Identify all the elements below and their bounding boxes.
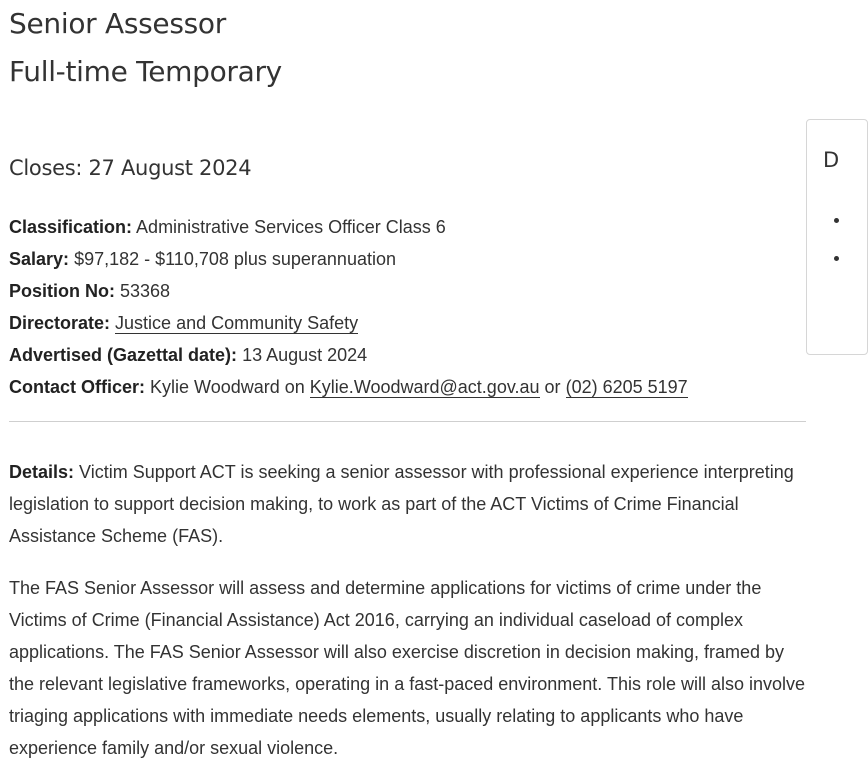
directorate-label: Directorate: [9, 313, 111, 333]
directorate-link[interactable]: Justice and Community Safety [115, 313, 359, 333]
closing-date: Closes: 27 August 2024 [9, 156, 252, 180]
classification-value: Administrative Services Officer Class 6 [136, 217, 446, 237]
bullet-icon [834, 256, 839, 261]
position-no-row [9, 275, 806, 307]
advertised-value: 13 August 2024 [242, 345, 368, 365]
details-label: Details: [9, 462, 75, 482]
bullet-icon [834, 218, 839, 223]
role-paragraph: The FAS Senior Assessor will assess and determine applications for victims of crime under the Victims of Crime (Financial Assistance) Act 2016, carrying an individual caseload of complex applications. The FAS Senior Assessor will also exercise discretion in decision making, framed by the relevant legislative frameworks, operating in a fast-paced environment. This role will also involve triaging applications with immediate needs elements, usually relating to applicants who have experience family and/or sexual violence. [9, 578, 806, 758]
side-card-heading: D [823, 148, 840, 172]
side-card [806, 119, 868, 355]
directorate-row [9, 307, 806, 339]
salary-value: $97,182 - $110,708 plus superannuation [74, 249, 396, 269]
section-divider [9, 421, 806, 422]
salary-row [9, 243, 806, 275]
job-listing [9, 0, 806, 784]
position-no-value: 53368 [120, 281, 171, 301]
advertised-label: Advertised (Gazettal date): [9, 345, 238, 365]
classification-row [9, 211, 806, 243]
classification-label: Classification: [9, 217, 133, 237]
job-title: Senior Assessor [9, 7, 226, 40]
job-description [9, 456, 806, 764]
contact-email-link[interactable]: Kylie.Woodward@act.gov.au [309, 377, 540, 397]
job-type: Full-time Temporary [9, 55, 282, 88]
contact-phone-link[interactable]: (02) 6205 5197 [565, 377, 688, 397]
salary-label: Salary: [9, 249, 70, 269]
contact-name: Kylie Woodward on [150, 377, 305, 397]
position-no-label: Position No: [9, 281, 115, 301]
contact-row [9, 371, 806, 403]
contact-label: Contact Officer: [9, 377, 146, 397]
details-text: Victim Support ACT is seeking a senior assessor with professional experience interpreting legislation to support decision making, to work as part of the ACT Victims of Crime Financial Assistance Scheme (FAS). [9, 462, 794, 546]
job-details-list [9, 211, 806, 403]
page-title [9, 0, 806, 96]
contact-or: or [544, 377, 561, 397]
advertised-row [9, 339, 806, 371]
details-paragraph [9, 456, 806, 552]
